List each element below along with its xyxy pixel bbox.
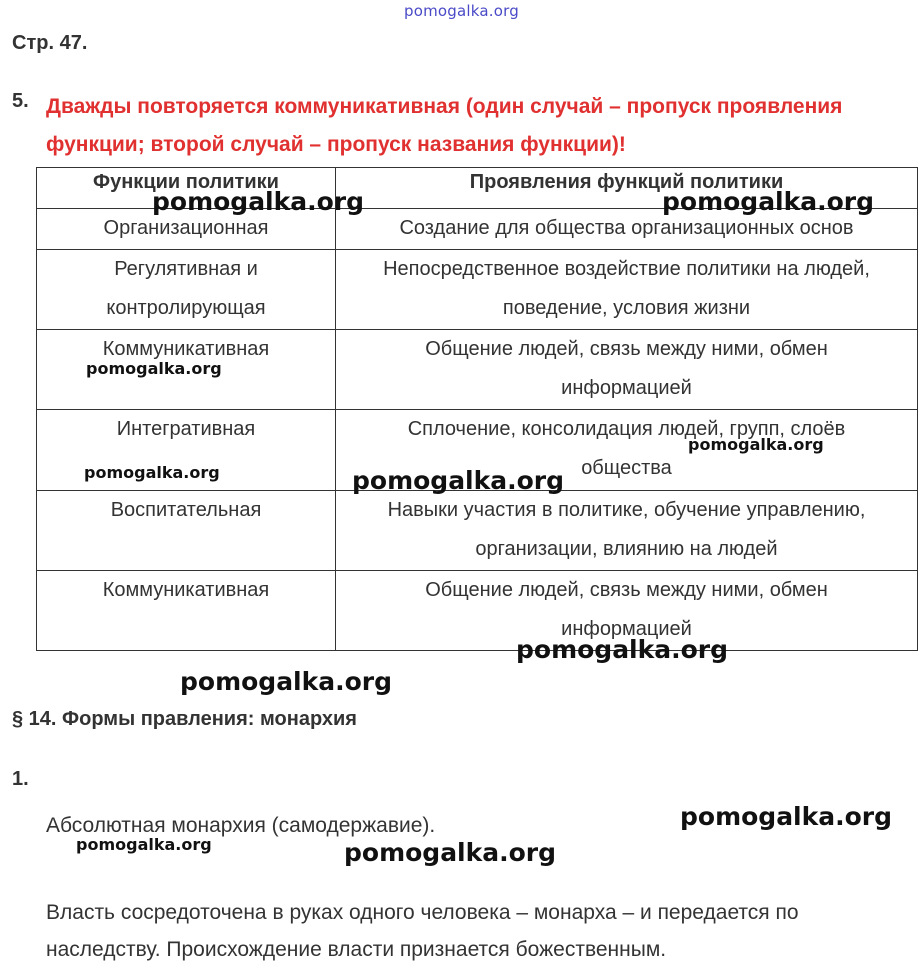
watermark-text: pomogalka.org [352,466,565,495]
watermark-text: pomogalka.org [180,667,393,696]
table-row [37,491,918,571]
manifestation-cell: Непосредственное воздействие политики на людей, поведение, условия жизни [336,250,918,330]
function-cell: Коммуникативная [37,330,336,410]
function-cell: Интегративная [37,410,336,491]
function-cell: Воспитательная [37,491,336,571]
manifestation-cell: Общение людей, связь между ними, обмен информацией [336,330,918,410]
column-header-function: Функции политики [37,168,336,209]
function-cell: Регулятивная и контролирующая [37,250,336,330]
watermark-text: pomogalka.org [152,187,365,216]
watermark-text: pomogalka.org [516,635,729,664]
manifestation-cell: Навыки участия в политике, обучение управлению, организации, влиянию на людей [336,491,918,571]
question-note: Дважды повторяется коммуникативная (один случай – пропуск проявления функции; второй случай – пропуск названия функции)! [46,95,843,156]
function-cell: Коммуникативная [37,571,336,651]
watermark-text: pomogalka.org [86,359,222,378]
watermark-text: pomogalka.org [662,187,875,216]
manifestation-cell: Сплочение, консолидация людей, групп, слоёв общества [336,410,918,491]
answer-number: 1. [12,768,29,790]
manifestation-cell: Создание для общества организационных основ [336,209,918,250]
functions-table [36,167,918,651]
site-watermark-top: pomogalka.org [404,2,519,20]
table-row [37,571,918,651]
watermark-text: pomogalka.org [680,802,893,831]
watermark-text: pomogalka.org [76,835,212,854]
question-number: 5. [12,90,29,112]
answer-line-2: Власть сосредоточена в руках одного человека – монарха – и передается по наследству. Происхождение власти признается божественным. [46,901,799,961]
watermark-text: pomogalka.org [344,838,557,867]
function-cell: Организационная [37,209,336,250]
table-row [37,250,918,330]
column-header-manifestation: Проявления функций политики [336,168,918,209]
answer-line-1: Абсолютная монархия (самодержавие). [46,814,436,837]
page-reference: Стр. 47. [12,32,88,54]
watermark-text: pomogalka.org [688,435,824,454]
watermark-text: pomogalka.org [84,463,220,482]
manifestation-cell: Общение людей, связь между ними, обмен информацией [336,571,918,651]
section-title: § 14. Формы правления: монархия [12,708,357,730]
